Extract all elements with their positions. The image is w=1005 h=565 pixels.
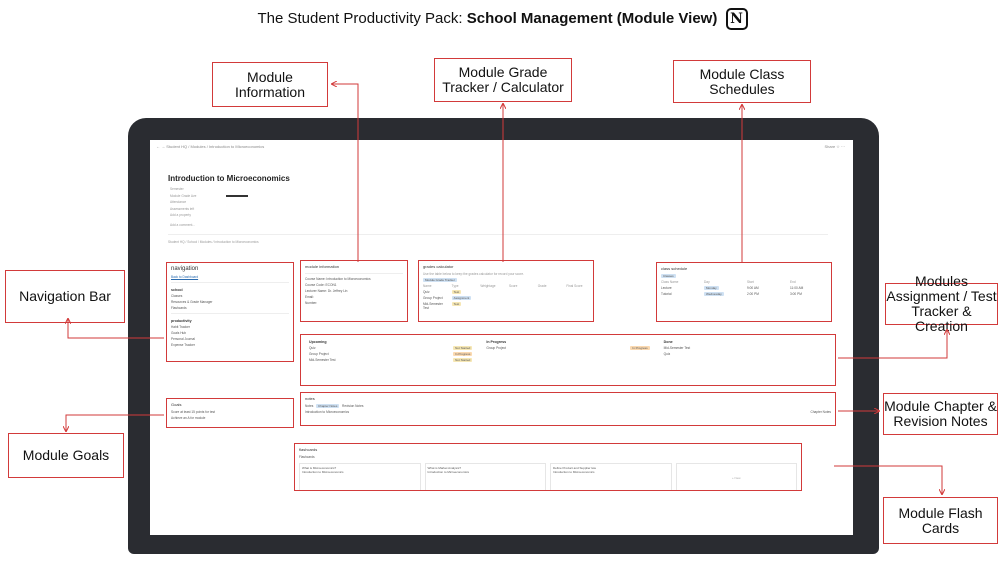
callout-class-schedules: Module Class Schedules [673, 60, 811, 103]
table-row[interactable]: Tutorial Wednesday 2:00 PM 3:00 PM [661, 292, 802, 296]
flashcard[interactable]: What is Microeconomics? Introduction to Microeconomics [299, 463, 421, 491]
class-schedule-panel [656, 262, 832, 322]
topbar [150, 140, 853, 152]
goals-title: Goals [171, 402, 182, 407]
info-number: Number: [305, 301, 318, 305]
list-item[interactable]: Quiz [663, 352, 671, 356]
list-item[interactable]: Mid-Semester Test [663, 346, 691, 350]
nav-item-flashcards[interactable]: Flashcards [171, 306, 187, 310]
table-row[interactable]: Lecture Monday 9:00 AM 11:00 AM [661, 286, 804, 290]
nav-item-expense-tracker[interactable]: Expense Tracker [171, 343, 195, 347]
upcoming-column: Upcoming Quiz Not Started Group Project In Progress Mid-Semester Test Not Started [305, 337, 476, 363]
info-lecturer: Lecturer Name: Dr. Jeffrey Lin [305, 289, 348, 293]
flashcard[interactable]: What is Market Analysis? Introduction to Microeconomics [425, 463, 547, 491]
page-properties [170, 186, 248, 228]
flashcards-tab[interactable]: Flashcards [299, 455, 315, 459]
flashcards-title: flashcards [299, 447, 318, 452]
chapter-notes-panel [300, 392, 836, 426]
schedule-tab[interactable]: Classes [663, 274, 674, 278]
flashcard[interactable]: Define Product and Supplier law Introduction to Microeconomics [550, 463, 672, 491]
property-row[interactable]: Add a property [170, 213, 191, 217]
list-item[interactable]: Quiz Not Started [309, 346, 471, 350]
info-course-code: Course Code: ECON1 [305, 283, 337, 287]
grades-title: grades calculator [423, 264, 454, 269]
callout-chapter-notes: Module Chapter & Revision Notes [883, 393, 998, 435]
assignment-tracker-panel [300, 334, 836, 386]
callout-assignments: Modules Assignment / Test Tracker & Creation [886, 273, 997, 334]
notes-tabs[interactable]: Notes Chapter Notes Revision Notes [305, 404, 364, 408]
property-row[interactable]: Module Grade Ave [170, 193, 248, 200]
add-comment[interactable]: Add a comment... [170, 222, 195, 227]
callout-grade-tracker: Module Grade Tracker / Calculator [434, 58, 572, 102]
navigation-title: navigation [171, 266, 199, 272]
nav-item-resources[interactable]: Resources & Grade Manager [171, 300, 213, 304]
list-item[interactable]: Mid-Semester Test Not Started [309, 358, 471, 362]
header-title: School Management (Module View) [466, 9, 718, 27]
grades-hint: Use the table below to keep the grades calculator for record your score. [423, 272, 524, 276]
page-header [0, 8, 1005, 30]
school-heading: school [171, 288, 183, 292]
notion-logo-icon: N [726, 8, 748, 30]
module-goals-panel [166, 398, 294, 428]
notes-title: notes [305, 396, 315, 401]
productivity-heading: productivity [171, 319, 192, 323]
table-row[interactable]: Mid-Semester Test Test [423, 302, 460, 310]
callout-navigation-bar: Navigation Bar [5, 270, 125, 323]
list-item[interactable]: Group Project In Progress [486, 346, 648, 350]
in-progress-column: In Progress Group Project In Progress [482, 337, 653, 363]
grades-tab[interactable]: Module Grade Tracker [425, 278, 455, 282]
property-row[interactable]: Semester [170, 187, 184, 191]
grades-header-row: Name Type Weightage Score Grade Final Score [423, 284, 583, 288]
info-email: Email: [305, 295, 314, 299]
new-flashcard-button[interactable]: + New [676, 463, 798, 491]
topbar-breadcrumb[interactable]: ← → Student HQ / Modules / Introduction to Microeconomics [156, 144, 265, 149]
done-column: Done Mid-Semester Test Quiz [660, 337, 831, 363]
divider [168, 234, 828, 235]
schedule-title: class schedule [661, 266, 688, 271]
flashcards-panel [294, 443, 802, 491]
property-row[interactable]: Assessments left [170, 206, 195, 211]
nav-item-classes[interactable]: Classes [171, 294, 183, 298]
module-breadcrumb[interactable]: Student HQ / School / Modules / Introduction to Microeconomics [168, 240, 259, 244]
callout-module-information: Module Information [212, 62, 328, 107]
callout-flash-cards: Module Flash Cards [883, 497, 998, 544]
notion-screen [150, 140, 853, 535]
module-information-title: module information [305, 264, 340, 269]
grade-calculator-panel [418, 260, 594, 322]
laptop-base [128, 540, 879, 554]
info-course-name: Course Name: Introduction to Microeconomics [305, 277, 371, 281]
navigation-panel [166, 262, 294, 362]
module-information-panel [300, 260, 408, 322]
list-item[interactable]: Group Project In Progress [309, 352, 471, 356]
back-to-dashboard-link[interactable]: Back to Dashboard [171, 275, 199, 279]
callout-module-goals: Module Goals [8, 433, 124, 478]
topbar-actions[interactable]: Share ☆ ⋯ [824, 144, 845, 149]
goal-item[interactable]: Score at least 15 points for test [171, 410, 215, 414]
nav-item-goals-hub[interactable]: Goals Hub [171, 331, 187, 335]
goal-item[interactable]: Achieve an A for module [171, 416, 206, 420]
table-row[interactable]: Group Project Assignment [423, 296, 470, 300]
note-item[interactable]: Introduction to Microeconomics Chapter Notes [305, 410, 831, 414]
table-row[interactable]: Quiz Test [423, 290, 460, 294]
nav-item-habit-tracker[interactable]: Habit Tracker [171, 325, 190, 329]
property-row[interactable]: Attendance [170, 200, 187, 204]
header-prefix: The Student Productivity Pack: [257, 9, 463, 27]
nav-item-journal[interactable]: Personal Journal [171, 337, 195, 341]
page-title: Introduction to Microeconomics [168, 174, 290, 183]
schedule-header-row: Class Name Day Start End [661, 280, 796, 284]
